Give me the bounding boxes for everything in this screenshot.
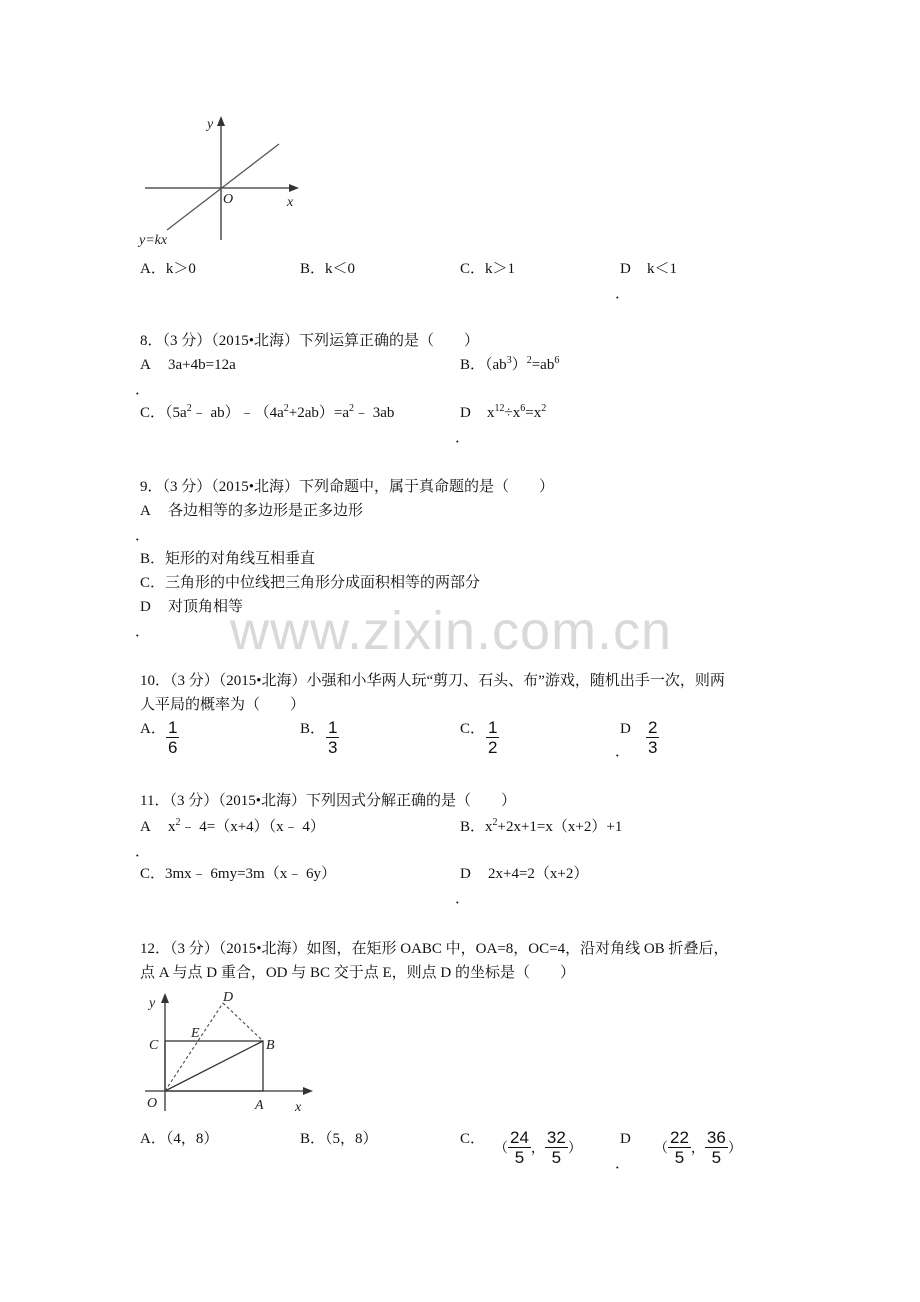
q10-option-c-label: C．: [460, 721, 486, 737]
q11-b-label: B．: [460, 819, 486, 835]
q9-option-b: B．矩形的对角线互相垂直: [140, 551, 316, 567]
q10-option-d-dot: ．: [615, 744, 631, 760]
q10-option-d-fraction: $\frac{2}{3}$: [648, 718, 658, 757]
q12-point-e: E: [191, 1026, 200, 1041]
q7-y-label: y: [207, 117, 214, 132]
q9-option-c: C．三角形的中位线把三角形分成面积相等的两部分: [140, 575, 481, 591]
q11-option-d-dot: ．: [455, 891, 471, 907]
q8-option-a-letter: A: [140, 357, 151, 373]
q8-option-c: C．（$5a^2﹣$ $ab)﹣(4a^2+2ab)=a^2﹣$ 3ab: [140, 403, 395, 421]
q7-option-d-dot: ．: [615, 286, 631, 302]
watermark: www.zixin.com.cn: [230, 601, 673, 661]
q12-option-d-dot: ．: [615, 1156, 631, 1172]
q7-option-b: B．k＜0: [300, 261, 356, 277]
q10-stem-line1: 10．（3 分）（2015•北海）小强和小华两人玩“剪刀、石头、布”游戏，随机出手一次，则两: [140, 673, 725, 689]
q8-c-label: C．: [140, 405, 166, 421]
q12-option-b: B．（5，8）: [300, 1131, 378, 1147]
q12-option-c-coords: （ $\frac{24}{5}$ ， $\frac{32}{5}$ ）: [494, 1128, 582, 1167]
q12-point-c: C: [149, 1038, 159, 1053]
q12-stem-line1: 12．（3 分）（2015•北海）如图，在矩形 OABC 中，OA=8，OC=4，沿对角线 OB 折叠后，: [140, 941, 729, 957]
q8-option-d-dot: ．: [455, 430, 471, 446]
q10-option-b-label: B．: [300, 721, 326, 737]
q7-option-d-letter: D: [620, 261, 631, 277]
q10-option-a-fraction: $\frac{1}{6}$: [168, 718, 178, 757]
q9-option-a-text: 各边相等的多边形是正多边形: [168, 503, 364, 519]
q9-option-d-letter: D: [140, 599, 151, 615]
q8-option-a-dot: ．: [135, 382, 151, 398]
q12-option-d-letter: D: [620, 1131, 631, 1147]
q12-point-b: B: [266, 1038, 275, 1053]
q8-stem: 8．（3 分）（2015•北海）下列运算正确的是（ ）: [140, 333, 480, 349]
q11-option-d-letter: D: [460, 866, 471, 882]
q11-stem: 11．（3 分）（2015•北海）下列因式分解正确的是（ ）: [140, 793, 516, 809]
q12-point-o: O: [147, 1096, 158, 1111]
q11-option-a: $x^2﹣$ 4=（x+4）（x﹣ 4）: [168, 817, 325, 835]
q12-stem-line2: 点 A 与点 D 重合，OD 与 BC 交于点 E，则点 D 的坐标是（ ）: [140, 965, 576, 981]
q9-option-d-dot: ．: [135, 624, 151, 640]
q12-point-d: D: [223, 990, 234, 1005]
q7-graph: [135, 110, 315, 250]
q7-x-label: x: [287, 195, 294, 210]
q12-point-a: A: [255, 1098, 264, 1113]
q11-option-a-letter: A: [140, 819, 151, 835]
q9-option-d-text: 对顶角相等: [168, 599, 244, 615]
q9-option-a-letter: A: [140, 503, 151, 519]
q7-option-c: C．k＞1: [460, 261, 516, 277]
q10-option-b-fraction: $\frac{1}{3}$: [328, 718, 338, 757]
q7-option-d-text: k＜1: [647, 261, 678, 277]
q7-option-a: A．k＞0: [140, 261, 196, 277]
q7-line-label: y=kx: [139, 233, 168, 248]
q8-option-b: B．$(ab^3)^2=ab^6$: [460, 355, 560, 373]
q12-rectangle-figure: [135, 985, 320, 1120]
q7-origin-label: O: [223, 192, 234, 207]
q8-option-a-text: 3a+4b=12a: [168, 357, 236, 373]
q12-y-label: y: [149, 996, 156, 1011]
q12-option-a: A．（4，8）: [140, 1131, 219, 1147]
q8-b-label: B．: [460, 357, 486, 373]
q11-option-b: B．$x^2+2x+1=x(x+2)+1$: [460, 817, 623, 835]
q12-option-c-label: C．: [460, 1131, 486, 1147]
q8-option-d-letter: D: [460, 405, 471, 421]
q11-option-a-dot: ．: [135, 844, 151, 860]
q10-option-d-letter: D: [620, 721, 631, 737]
q12-x-label: x: [295, 1100, 302, 1115]
q9-option-a-dot: ．: [135, 528, 151, 544]
q11-option-c: C．3mx﹣ 6my=3m（x﹣ 6y）: [140, 866, 336, 882]
q8-option-d: $x^{12}\div x^6=x^2$: [487, 403, 547, 421]
q12-option-d-coords: （ $\frac{22}{5}$ ， $\frac{36}{5}$ ）: [654, 1128, 742, 1167]
q10-option-c-fraction: $\frac{1}{2}$: [488, 718, 498, 757]
q10-option-a-label: A．: [140, 721, 166, 737]
q9-stem: 9．（3 分）（2015•北海）下列命题中，属于真命题的是（ ）: [140, 479, 555, 495]
q11-option-d-text: 2x+4=2（x+2）: [488, 866, 589, 882]
q10-stem-line2: 人平局的概率为（ ）: [140, 697, 306, 713]
